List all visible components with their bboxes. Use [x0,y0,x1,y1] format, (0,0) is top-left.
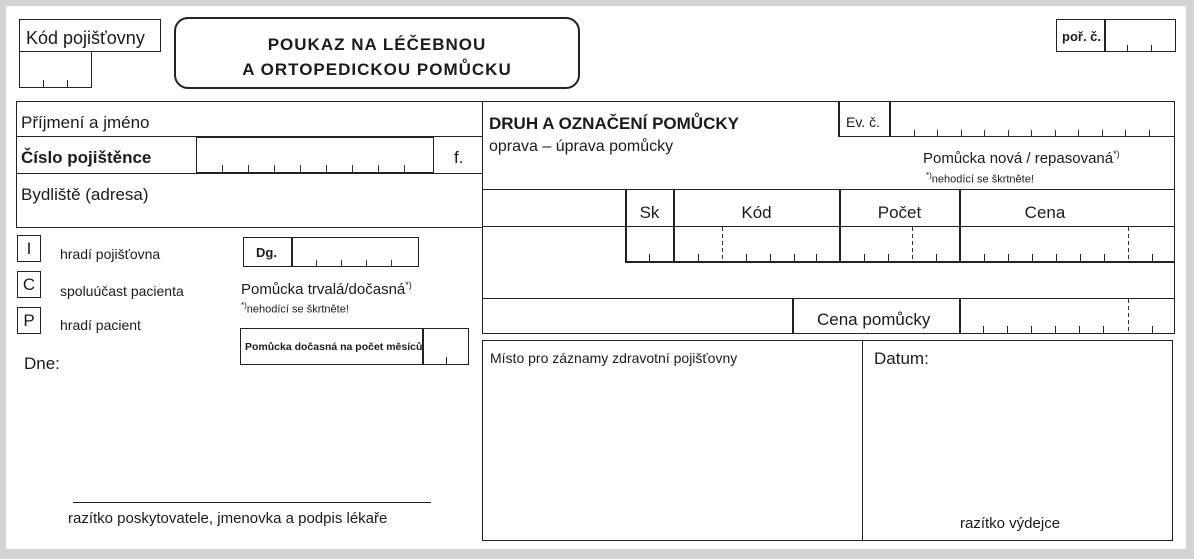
new-sup: *) [1113,149,1120,159]
col-cena: Cena [1024,203,1066,222]
dispense-date-box[interactable] [862,340,1173,541]
permanence-note: *)nehodící se škrtněte! [241,301,349,316]
pay-i-code: I [26,239,32,258]
dg-label: Dg. [256,245,277,260]
date-label: Dne: [24,354,60,373]
new-label: Pomůcka nová / repasovaná*) [923,149,1120,167]
temporary-months-label: Pomůcka dočasná na počet měsíců [245,341,423,353]
pay-c-label: spoluúčast pacienta [60,283,184,299]
pay-p-label: hradí pacient [60,317,141,333]
dispense-date-label: Datum: [874,349,929,368]
insurer-code-field[interactable] [19,51,92,88]
pay-p-code: P [23,311,35,330]
insurer-records-box[interactable] [482,340,863,541]
order-no-label: poř. č. [1062,29,1102,44]
f-label: f. [454,148,464,167]
insurer-code-label: Kód pojišťovny [26,28,145,48]
pay-i-label: hradí pojišťovna [60,246,161,262]
form-title-line2: A ORTOPEDICKOU POMŮCKU [242,60,512,79]
pay-c-code: C [22,275,36,294]
dispenser-stamp-label: razítko výdejce [960,515,1061,532]
signature-line [73,502,431,503]
repair-label: oprava – úprava pomůcky [489,138,674,155]
insured-no-label: Číslo pojištěnce [21,148,152,167]
col-pocet: Počet [877,203,922,222]
col-kod: Kód [741,203,772,222]
form-title-line1: POUKAZ NA LÉČEBNOU [267,35,487,54]
signature-label: razítko poskytovatele, jmenovka a podpis lékaře [68,510,388,527]
ev-field[interactable] [891,130,1173,136]
address-label: Bydliště (adresa) [21,185,149,204]
price-field[interactable] [960,299,1175,333]
item-row[interactable] [626,227,1175,261]
new-note: *)nehodící se škrtněte! [926,171,1034,186]
permanence-sup: *) [405,280,412,290]
ev-label: Ev. č. [846,114,880,130]
device-type-label: DRUH A OZNAČENÍ POMŮCKY [489,114,739,133]
patient-name-label: Příjmení a jméno [21,113,150,132]
price-label: Cena pomůcky [817,310,931,329]
col-sk: Sk [639,203,660,222]
permanence-label: Pomůcka trvalá/dočasná*) [241,280,412,298]
insurer-records-label: Místo pro záznamy zdravotní pojišťovny [490,350,738,366]
